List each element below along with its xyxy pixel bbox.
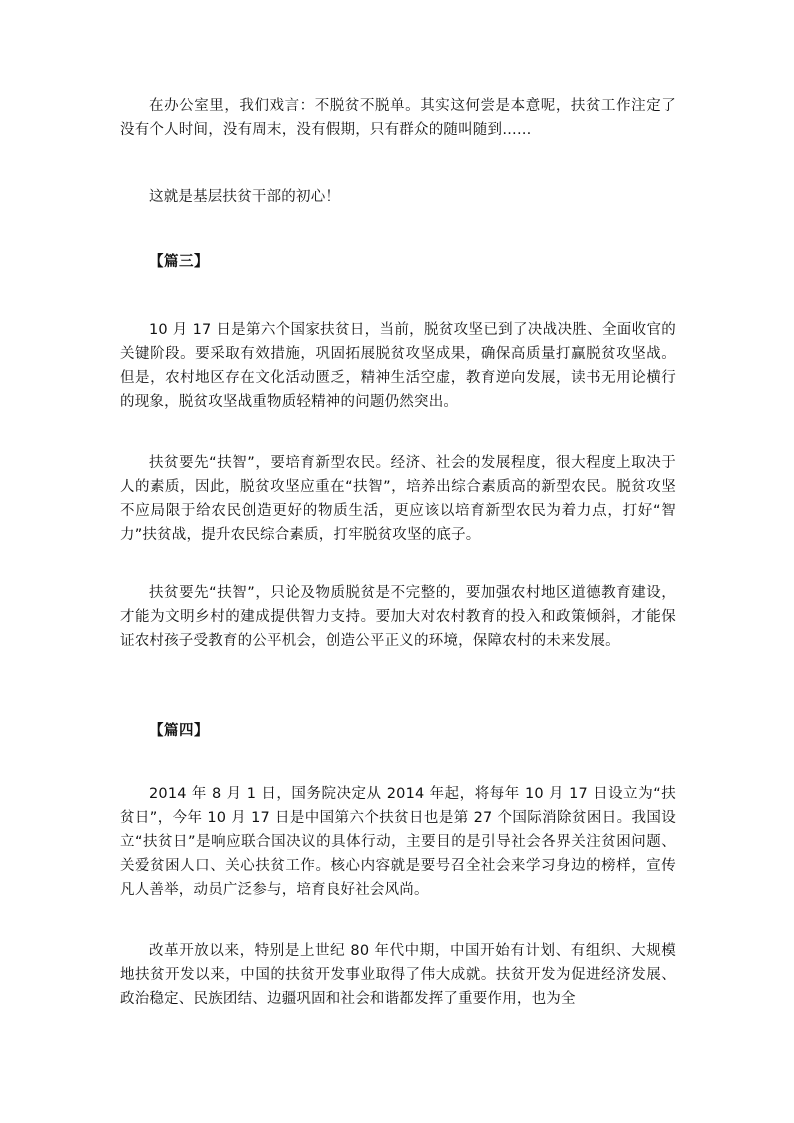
paragraph-new-farmers: 扶贫要先“扶智”，要培育新型农民。经济、社会的发展程度，很大程度上取决于人的素质，因此，脱贫攻坚应重在“扶智”，培养出综合素质高的新型农民。脱贫攻坚不应局限于给农民创造更好的物质生活，更应该以培育新型农民为着力点，打好“智力”扶贫战，提升农民综合素质，打牢脱贫攻坚的底子。	[120, 455, 676, 543]
paragraph-moral-education: 扶贫要先“扶智”，只论及物质脱贫是不完整的，要加强农村地区道德教育建设，才能为文明乡村的建成提供智力支持。要加大对农村教育的投入和政策倾斜，才能保证农村孩子受教育的公平机会，创造公平正义的环境，保障农村的未来发展。	[120, 585, 676, 649]
paragraph-office-joke: 在办公室里，我们戏言：不脱贫不脱单。其实这何尝是本意呢，扶贫工作注定了没有个人时间，没有周末，没有假期，只有群众的随叫随到……	[120, 98, 676, 138]
section-heading-3: 【篇三】	[149, 254, 209, 270]
paragraph-reform-opening: 改革开放以来，特别是上世纪 80 年代中期，中国开始有计划、有组织、大规模地扶贫开发以来，中国的扶贫开发事业取得了伟大成就。扶贫开发为促进经济发展、政治稳定、民族团结、边疆巩固和社会和谐都发挥了重要作用，也为全	[120, 943, 676, 1007]
paragraph-poverty-day-6: 10 月 17 日是第六个国家扶贫日，当前，脱贫攻坚已到了决战决胜、全面收官的关键阶段。要采取有效措施，巩固拓展脱贫攻坚成果，确保高质量打赢脱贫攻坚战。但是，农村地区存在文化活动匮乏，精神生活空虚，教育逆向发展，读书无用论横行的现象，脱贫攻坚战重物质轻精神的问题仍然突出。	[120, 322, 676, 410]
paragraph-poverty-day-origin: 2014 年 8 月 1 日，国务院决定从 2014 年起，将每年 10 月 17 日设立为“扶贫日”，今年 10 月 17 日是中国第六个扶贫日也是第 27 个国际消除贫困日。我国设立“扶贫日”是响应联合国决议的具体行动，主要目的是引导社会各界关注贫困问题、关爱贫困人口、关心扶贫工作。核心内容就是要号召全社会来学习身边的榜样，宣传凡人善举，动员广泛参与，培育良好社会风尚。	[120, 786, 676, 898]
section-heading-4: 【篇四】	[149, 723, 209, 739]
paragraph-original-intention: 这就是基层扶贫干部的初心！	[149, 189, 341, 205]
